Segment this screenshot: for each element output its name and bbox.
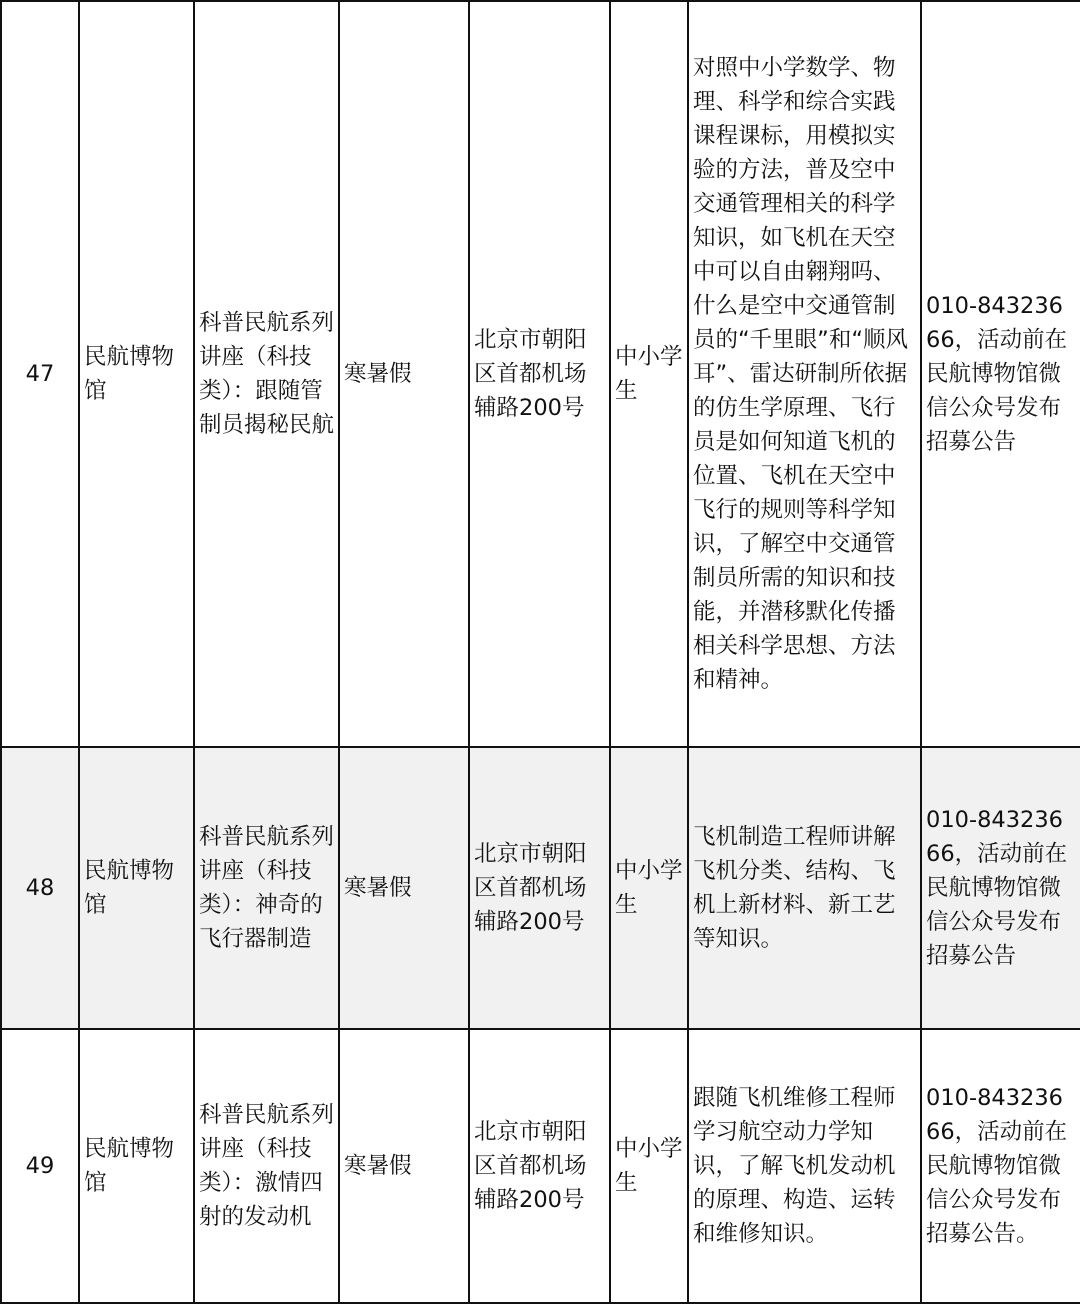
contact-info: 010-84323666，活动前在民航博物馆微信公众号发布招募公告 bbox=[926, 293, 1068, 455]
contact-info: 010-84323666，活动前在民航博物馆微信公众号发布招募公告。 bbox=[926, 1085, 1068, 1247]
venue-cell bbox=[79, 747, 194, 1029]
activity-description: 飞机制造工程师讲解飞机分类、结构、飞机上新材料、新工艺等知识。 bbox=[693, 824, 896, 952]
venue-address: 北京市朝阳区首都机场辅路200号 bbox=[474, 327, 587, 421]
venue-name: 民航博物馆 bbox=[84, 858, 175, 918]
content-cell bbox=[688, 1, 921, 747]
period-cell bbox=[339, 1029, 469, 1303]
period-cell bbox=[339, 1, 469, 747]
content-cell bbox=[688, 747, 921, 1029]
row-number: 48 bbox=[25, 875, 55, 901]
target-audience: 中小学生 bbox=[615, 858, 683, 918]
activity-title: 科普民航系列讲座（科技类）：激情四射的发动机 bbox=[199, 1102, 335, 1230]
period-cell bbox=[339, 747, 469, 1029]
table-row bbox=[1, 747, 1080, 1029]
row-number: 47 bbox=[25, 361, 55, 387]
activity-period: 寒暑假 bbox=[344, 875, 412, 901]
activity-title: 科普民航系列讲座（科技类）：跟随管制员揭秘民航 bbox=[199, 310, 335, 438]
row-number-cell bbox=[1, 1029, 79, 1303]
activity-cell bbox=[194, 1029, 339, 1303]
table-row bbox=[1, 1029, 1080, 1303]
target-audience: 中小学生 bbox=[615, 1136, 683, 1196]
table-row bbox=[1, 1, 1080, 747]
row-number-cell bbox=[1, 747, 79, 1029]
activity-description: 对照中小学数学、物理、科学和综合实践课程课标，用模拟实验的方法，普及空中交通管理相关的科学知识，如飞机在天空中可以自由翱翔吗、什么是空中交通管制员的“千里眼”和“顺风耳”、雷达研制所依据的仿生学原理、飞行员是如何知道飞机的位置、飞机在天空中飞行的规则等科学知识，了解空中交通管制员所需的知识和技能，并潜移默化传播相关科学思想、方法和精神。 bbox=[693, 55, 908, 693]
contact-cell bbox=[921, 1029, 1080, 1303]
address-cell bbox=[469, 1, 610, 747]
content-cell bbox=[688, 1029, 921, 1303]
activity-title: 科普民航系列讲座（科技类）：神奇的飞行器制造 bbox=[199, 824, 335, 952]
activity-period: 寒暑假 bbox=[344, 361, 412, 387]
row-number-cell bbox=[1, 1, 79, 747]
row-number: 49 bbox=[25, 1153, 55, 1179]
contact-info: 010-84323666，活动前在民航博物馆微信公众号发布招募公告 bbox=[926, 807, 1068, 969]
audience-cell bbox=[610, 747, 688, 1029]
activity-cell bbox=[194, 747, 339, 1029]
activity-description: 跟随飞机维修工程师学习航空动力学知识，了解飞机发动机的原理、构造、运转和维修知识。 bbox=[693, 1085, 896, 1247]
activity-cell bbox=[194, 1, 339, 747]
address-cell bbox=[469, 747, 610, 1029]
venue-name: 民航博物馆 bbox=[84, 1136, 175, 1196]
audience-cell bbox=[610, 1, 688, 747]
venue-name: 民航博物馆 bbox=[84, 344, 175, 404]
venue-address: 北京市朝阳区首都机场辅路200号 bbox=[474, 1119, 587, 1213]
venue-cell bbox=[79, 1029, 194, 1303]
contact-cell bbox=[921, 747, 1080, 1029]
audience-cell bbox=[610, 1029, 688, 1303]
venue-cell bbox=[79, 1, 194, 747]
target-audience: 中小学生 bbox=[615, 344, 683, 404]
activity-period: 寒暑假 bbox=[344, 1153, 412, 1179]
venue-address: 北京市朝阳区首都机场辅路200号 bbox=[474, 841, 587, 935]
address-cell bbox=[469, 1029, 610, 1303]
contact-cell bbox=[921, 1, 1080, 747]
